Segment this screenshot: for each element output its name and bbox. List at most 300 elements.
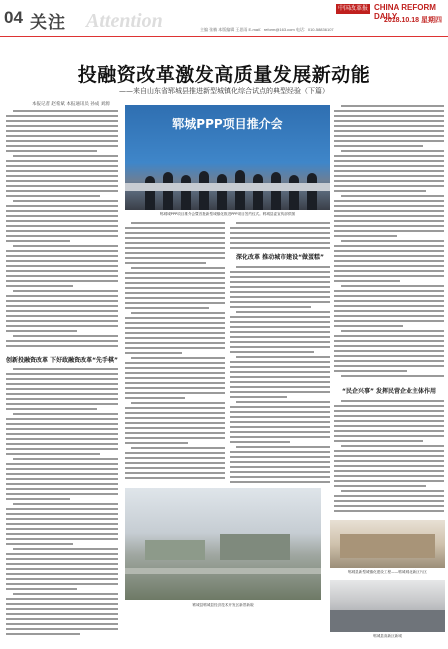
- text-line: [6, 310, 118, 312]
- text-line: [6, 448, 118, 450]
- text-line: [6, 205, 118, 207]
- text-line: [6, 618, 118, 620]
- text-line: [6, 185, 118, 187]
- text-line: [125, 242, 225, 244]
- text-line: [125, 472, 225, 474]
- text-line: [6, 563, 118, 565]
- text-line: [334, 465, 444, 467]
- text-line: [6, 523, 118, 525]
- text-line: [6, 473, 118, 475]
- text-line: [230, 416, 330, 418]
- text-line: [6, 428, 118, 430]
- text-line: [230, 361, 330, 363]
- text-column-3a: [230, 222, 330, 250]
- text-line: [13, 245, 118, 247]
- text-line: [6, 315, 118, 317]
- text-line: [334, 160, 444, 162]
- text-line: [334, 115, 444, 117]
- text-line: [6, 235, 118, 237]
- text-line: [341, 490, 444, 492]
- text-line: [334, 305, 444, 307]
- text-line: [6, 603, 118, 605]
- text-line: [230, 242, 330, 244]
- text-line: [13, 458, 118, 460]
- text-line: [230, 411, 330, 413]
- text-line: [125, 382, 225, 384]
- person-figure: [145, 176, 155, 210]
- text-line: [6, 175, 118, 177]
- text-line: [6, 583, 118, 585]
- text-line: [334, 440, 423, 442]
- text-line: [125, 257, 225, 259]
- issue-date: 2018.10.18 星期四: [384, 17, 442, 24]
- text-line: [334, 510, 444, 512]
- text-line: [125, 247, 225, 249]
- text-line: [236, 311, 330, 313]
- text-line: [6, 125, 118, 127]
- text-line: [6, 170, 118, 172]
- text-line: [236, 222, 330, 224]
- subheadline: ——来自山东省郓城县推进新型城镇化综合试点的典型经验（下篇）: [119, 87, 329, 95]
- text-line: [125, 342, 225, 344]
- page-number: 04: [4, 8, 23, 27]
- text-line: [6, 528, 118, 530]
- text-line: [341, 330, 444, 332]
- subhead-1: 创新投融资改革 下好政融资改革“先手棋”: [6, 357, 118, 364]
- text-line: [230, 227, 330, 229]
- text-line: [6, 433, 118, 435]
- text-line: [6, 498, 70, 500]
- text-line: [125, 327, 225, 329]
- newspaper-logo: 中国改革报: [337, 6, 368, 12]
- street: [330, 610, 445, 632]
- text-line: [125, 407, 225, 409]
- text-line: [13, 290, 118, 292]
- text-line: [131, 402, 225, 404]
- text-line: [334, 155, 444, 157]
- text-line: [125, 432, 225, 434]
- text-line: [341, 285, 444, 287]
- text-line: [230, 466, 330, 468]
- text-line: [13, 413, 118, 415]
- headline: 投融资改革激发高质量发展新动能: [77, 64, 371, 86]
- text-line: [6, 478, 118, 480]
- text-line: [341, 445, 444, 447]
- text-line: [125, 417, 225, 419]
- text-line: [125, 232, 225, 234]
- text-line: [6, 255, 118, 257]
- text-line: [6, 215, 118, 217]
- text-line: [230, 306, 311, 308]
- text-line: [125, 337, 225, 339]
- text-line: [125, 252, 225, 254]
- text-line: [6, 180, 118, 182]
- text-line: [341, 375, 444, 377]
- signing-table: [125, 183, 330, 191]
- text-line: [6, 493, 118, 495]
- text-line: [334, 225, 444, 227]
- text-line: [6, 398, 118, 400]
- banner-title: 郓城PPP项目推介会: [172, 117, 283, 131]
- text-line: [230, 276, 330, 278]
- text-line: [125, 412, 225, 414]
- text-line: [6, 330, 77, 332]
- text-line: [334, 215, 444, 217]
- text-line: [230, 281, 330, 283]
- text-line: [125, 322, 225, 324]
- text-line: [125, 287, 225, 289]
- text-line: [6, 115, 118, 117]
- text-line: [334, 315, 444, 317]
- text-line: [341, 195, 444, 197]
- text-line: [6, 150, 97, 152]
- text-line: [125, 272, 225, 274]
- text-line: [334, 325, 403, 327]
- text-line: [334, 180, 444, 182]
- text-line: [6, 438, 118, 440]
- text-line: [6, 250, 118, 252]
- text-line: [334, 480, 444, 482]
- text-line: [230, 326, 330, 328]
- text-line: [6, 270, 118, 272]
- text-line: [6, 378, 118, 380]
- section-title-en: Attention: [86, 10, 163, 32]
- text-line: [6, 220, 118, 222]
- building-facade: [340, 534, 435, 558]
- text-column-2: [125, 222, 225, 484]
- text-line: [125, 392, 225, 394]
- text-column-3: [230, 266, 330, 484]
- text-line: [334, 125, 444, 127]
- text-line: [334, 265, 444, 267]
- text-line: [6, 538, 118, 540]
- text-line: [6, 408, 97, 410]
- text-line: [334, 190, 426, 192]
- person-figure: [253, 174, 263, 210]
- text-line: [6, 210, 118, 212]
- text-line: [6, 295, 118, 297]
- text-line: [334, 350, 444, 352]
- section-title: 关注: [30, 13, 66, 32]
- text-line: [334, 430, 444, 432]
- text-line: [125, 317, 225, 319]
- text-line: [334, 505, 444, 507]
- right-photo-caption-2: 郓城县高新区新城: [373, 634, 402, 638]
- text-line: [334, 135, 444, 137]
- text-line: [230, 296, 330, 298]
- text-line: [6, 130, 118, 132]
- text-line: [334, 290, 444, 292]
- newspaper-name-en: CHINA REFORM DAILY: [374, 3, 436, 21]
- text-line: [230, 366, 330, 368]
- text-line: [230, 271, 330, 273]
- person-figure: [289, 175, 299, 210]
- text-line: [125, 297, 225, 299]
- aerial-photo: [125, 488, 321, 600]
- text-line: [334, 235, 397, 237]
- text-line: [6, 190, 118, 192]
- photo-caption: 郓城城PPP项目推介会暨首批新型城镇化推进PPP项目签约仪式。郓城县委宣传部供图: [159, 212, 296, 216]
- text-line: [6, 598, 118, 600]
- text-line: [341, 150, 444, 152]
- text-line: [230, 406, 330, 408]
- text-line: [6, 453, 100, 455]
- text-line: [334, 130, 444, 132]
- person-figure: [271, 172, 281, 210]
- text-line: [125, 397, 185, 399]
- text-line: [131, 357, 225, 359]
- text-line: [125, 467, 225, 469]
- text-line: [6, 240, 70, 242]
- text-line: [125, 292, 225, 294]
- road: [125, 568, 321, 574]
- text-line: [334, 460, 444, 462]
- text-line: [13, 593, 118, 595]
- text-line: [125, 477, 225, 479]
- text-line: [6, 633, 80, 635]
- text-line: [230, 346, 330, 348]
- text-line: [230, 336, 330, 338]
- text-line: [334, 175, 444, 177]
- text-line: [334, 435, 444, 437]
- text-line: [334, 270, 444, 272]
- text-line: [230, 247, 330, 249]
- text-line: [334, 335, 444, 337]
- text-line: [125, 282, 225, 284]
- event-photo: [125, 105, 330, 210]
- text-line: [334, 450, 444, 452]
- subhead-3: “民企兴事” 发挥民营企业主体作用: [342, 388, 436, 395]
- text-line: [125, 422, 225, 424]
- text-line: [236, 266, 330, 268]
- text-line: [334, 345, 444, 347]
- text-line: [125, 347, 225, 349]
- text-line: [125, 237, 225, 239]
- text-line: [334, 370, 407, 372]
- text-line: [334, 405, 444, 407]
- text-line: [334, 205, 444, 207]
- text-line: [334, 260, 444, 262]
- text-line: [125, 437, 225, 439]
- text-line: [334, 200, 444, 202]
- text-line: [334, 230, 444, 232]
- byline: 本报记者 赵希斌 本报通讯员 孙成 刘源: [32, 102, 110, 107]
- text-line: [334, 475, 444, 477]
- text-line: [6, 508, 118, 510]
- text-line: [334, 410, 444, 412]
- text-line: [334, 185, 444, 187]
- text-line: [6, 135, 118, 137]
- text-line: [230, 451, 330, 453]
- text-line: [6, 483, 118, 485]
- text-line: [230, 461, 330, 463]
- text-line: [6, 623, 118, 625]
- text-line: [334, 110, 444, 112]
- text-line: [230, 291, 330, 293]
- text-line: [131, 222, 225, 224]
- text-line: [334, 120, 444, 122]
- text-line: [6, 468, 118, 470]
- text-line: [6, 383, 118, 385]
- text-line: [125, 352, 182, 354]
- text-line: [13, 110, 118, 112]
- text-line: [6, 160, 118, 162]
- text-line: [131, 447, 225, 449]
- text-line: [6, 578, 118, 580]
- text-line: [230, 426, 330, 428]
- text-line: [230, 351, 314, 353]
- text-line: [230, 232, 330, 234]
- text-line: [334, 320, 444, 322]
- text-line: [230, 301, 330, 303]
- text-line: [230, 456, 330, 458]
- text-line: [334, 310, 444, 312]
- text-line: [341, 400, 444, 402]
- person-figure: [181, 175, 191, 210]
- text-line: [6, 588, 77, 590]
- text-line: [236, 356, 330, 358]
- text-line: [6, 568, 118, 570]
- text-line: [334, 340, 444, 342]
- text-line: [6, 393, 118, 395]
- text-line: [334, 280, 400, 282]
- text-line: [6, 373, 118, 375]
- text-line: [6, 265, 118, 267]
- text-line: [6, 388, 118, 390]
- text-line: [334, 275, 444, 277]
- text-line: [13, 335, 118, 337]
- text-line: [334, 210, 444, 212]
- text-line: [6, 488, 118, 490]
- text-line: [230, 481, 330, 483]
- text-line: [6, 558, 118, 560]
- text-line: [6, 423, 118, 425]
- text-line: [230, 321, 330, 323]
- text-line: [6, 285, 73, 287]
- text-line: [6, 513, 118, 515]
- building-block: [145, 540, 205, 560]
- text-column-1: [6, 110, 118, 350]
- text-line: [236, 446, 330, 448]
- bottom-photo-caption: 郓城县郓城县经济技术开发区新景新貌: [192, 603, 254, 607]
- text-line: [6, 518, 118, 520]
- text-line: [334, 470, 444, 472]
- text-line: [131, 267, 225, 269]
- text-line: [334, 355, 444, 357]
- text-line: [6, 230, 118, 232]
- building-block: [220, 534, 290, 560]
- text-column-4: [334, 105, 444, 382]
- text-line: [334, 455, 444, 457]
- text-line: [125, 462, 225, 464]
- text-line: [334, 365, 444, 367]
- text-line: [334, 170, 444, 172]
- text-line: [230, 386, 330, 388]
- text-line: [125, 427, 225, 429]
- text-line: [125, 442, 188, 444]
- text-line: [125, 307, 209, 309]
- text-line: [334, 360, 444, 362]
- text-line: [230, 331, 330, 333]
- text-line: [6, 300, 118, 302]
- text-line: [6, 613, 118, 615]
- text-line: [230, 476, 330, 478]
- text-line: [230, 471, 330, 473]
- text-line: [6, 165, 118, 167]
- text-line: [6, 553, 118, 555]
- text-line: [125, 457, 225, 459]
- text-line: [6, 280, 118, 282]
- subhead-2: 深化改革 推动城市建设“做蛋糕”: [236, 254, 324, 261]
- text-line: [334, 165, 444, 167]
- text-line: [230, 421, 330, 423]
- street-photo: [330, 580, 445, 632]
- text-line: [230, 341, 330, 343]
- text-line: [230, 376, 330, 378]
- text-line: [125, 262, 206, 264]
- text-line: [341, 105, 444, 107]
- person-figure: [307, 173, 317, 210]
- text-line: [6, 340, 118, 342]
- text-line: [6, 260, 118, 262]
- text-line: [125, 367, 225, 369]
- text-line: [6, 145, 118, 147]
- text-column-1b: [6, 368, 118, 638]
- text-line: [334, 420, 444, 422]
- right-photo-caption-1: 郓城县新型城镇化建设工程——郓城城北新区片区: [347, 570, 428, 574]
- text-line: [334, 500, 444, 502]
- text-line: [230, 441, 290, 443]
- text-line: [334, 250, 444, 252]
- text-line: [6, 608, 118, 610]
- text-line: [230, 371, 330, 373]
- text-line: [334, 140, 444, 142]
- person-figure: [217, 174, 227, 210]
- person-figure: [163, 172, 173, 210]
- text-line: [13, 368, 118, 370]
- text-line: [131, 312, 225, 314]
- text-line: [6, 345, 118, 347]
- text-line: [6, 403, 118, 405]
- text-line: [334, 425, 444, 427]
- text-line: [334, 220, 444, 222]
- text-line: [236, 401, 330, 403]
- text-line: [6, 275, 118, 277]
- text-line: [13, 200, 118, 202]
- text-line: [125, 362, 225, 364]
- building-photo: [330, 520, 445, 568]
- text-line: [6, 543, 73, 545]
- text-line: [125, 277, 225, 279]
- text-line: [125, 302, 225, 304]
- text-line: [334, 300, 444, 302]
- text-line: [6, 320, 118, 322]
- editor-credits: 主编 张楠 本版编辑 王思雨 E-mail：reform@163.com 电话：010-58836107: [200, 27, 334, 32]
- text-line: [125, 372, 225, 374]
- text-line: [13, 548, 118, 550]
- text-line: [13, 155, 118, 157]
- text-line: [230, 237, 330, 239]
- text-line: [6, 533, 118, 535]
- text-line: [334, 485, 426, 487]
- text-line: [230, 391, 330, 393]
- text-line: [6, 305, 118, 307]
- text-line: [6, 418, 118, 420]
- text-line: [334, 255, 444, 257]
- text-line: [230, 316, 330, 318]
- text-line: [125, 452, 225, 454]
- text-line: [6, 195, 100, 197]
